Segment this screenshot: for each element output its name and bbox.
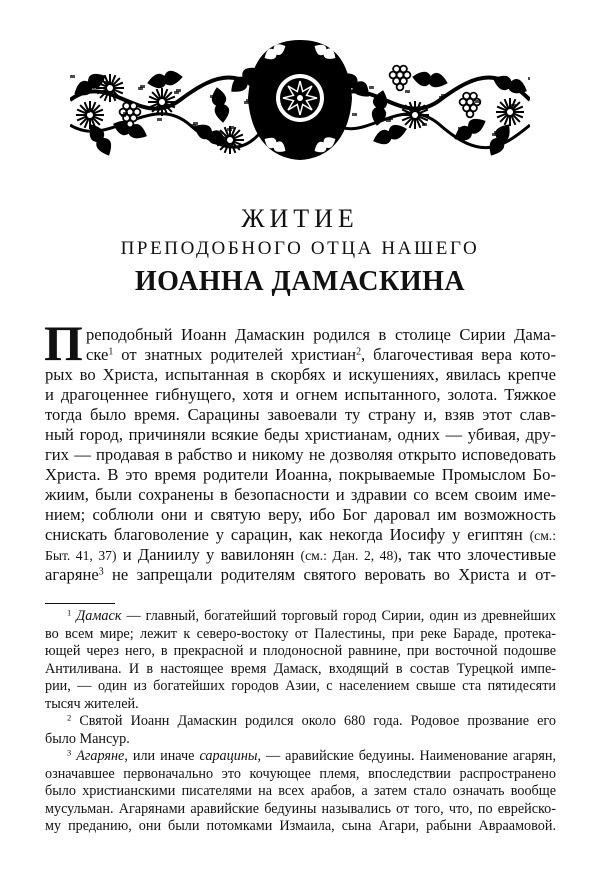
- text-segment: тогда было время. Сарацины завоевали ту страну и, взяв этот слав-: [45, 405, 556, 424]
- footnote-line: [45, 731, 556, 749]
- footnote-ref[interactable]: 2: [356, 346, 362, 358]
- text-segment: , или иначе: [124, 748, 200, 764]
- footnote-line: [45, 678, 556, 696]
- footnote-line: [67, 748, 556, 766]
- drop-cap: П: [44, 315, 83, 371]
- text-segment: ске: [86, 345, 109, 364]
- title-zhitie: ЖИТИЕ: [241, 204, 359, 233]
- text-segment: Быт. 41, 37): [45, 548, 117, 563]
- footnote-line: [67, 608, 556, 626]
- footnote-line: [45, 643, 556, 661]
- text-segment: му преданию, они были потомками Измаила, сына Агари, рабыни Авраамовой.: [45, 818, 556, 834]
- footnote-ref[interactable]: 1: [108, 346, 114, 358]
- text-segment: тысяч жителей.: [45, 695, 139, 712]
- footnote-ref[interactable]: 2: [67, 712, 72, 723]
- footnote-line: [45, 626, 556, 644]
- text-segment: и драгоценнее гибнущего, хотя и огнем испытанного, золота. Тяжкое: [45, 385, 556, 404]
- text-segment: не запрещали родителям святого веровать во Христа и от-: [103, 565, 556, 584]
- footnote-divider: [45, 603, 115, 604]
- text-segment: реподобный Иоанн Дамаскин родился в столице Сирии Дама-: [86, 325, 556, 344]
- italic-term: Агаряне: [76, 748, 125, 764]
- text-line: [86, 325, 556, 345]
- text-segment: означавшее первоначально это кочующее племя, впоследствии распространено: [45, 765, 556, 782]
- footnote-ref[interactable]: 3: [67, 747, 72, 758]
- saint-name-title: ИОАННА ДАМАСКИНА: [134, 266, 466, 297]
- floral-headpiece-ornament-icon: [70, 30, 530, 165]
- footnote-line: [45, 696, 556, 714]
- text-line: [45, 565, 556, 585]
- text-line: [45, 485, 556, 505]
- footnote-line: [45, 801, 556, 819]
- text-segment: во всем мире; лежит к северо-востоку от Палестины, при реке Бараде, протека-: [45, 625, 556, 642]
- text-segment: — главный, богатейший торговый город Сирии, один из древнейших: [121, 608, 557, 624]
- text-segment: было христианскими писателями на всех арабов, а затем стало означать вообще: [45, 783, 556, 799]
- text-line: [45, 365, 556, 385]
- text-line: [45, 425, 556, 445]
- footnote-line: [45, 818, 556, 836]
- footnote-line: [45, 766, 556, 784]
- text-segment: снискать благоволение у сарацин, как некогда Иосифу у египтян: [45, 525, 530, 544]
- footnote-line: [67, 713, 556, 731]
- text-segment: Святой Иоанн Дамаскин родился около 680 года. Родовое прозвание его: [71, 713, 556, 729]
- text-segment: ющей через него, в прекрасной и плодоносной равнине, при восточной подошве: [45, 643, 556, 659]
- text-segment: , — аравийские бедуины. Наименование агарян,: [257, 748, 556, 764]
- italic-term: сарацины: [199, 748, 258, 764]
- text-line: [45, 445, 556, 465]
- text-segment: рых во Христа, испытанная в скорбях и искушениях, явилась крепче: [45, 365, 556, 384]
- text-segment: было Мансур.: [45, 730, 130, 747]
- subtitle: ПРЕПОДОБНОГО ОТЦА НАШЕГО: [120, 238, 480, 259]
- text-line: [45, 405, 556, 425]
- text-segment: мусульман. Агарянами аравийские бедуины назывались от того, что, по еврейско-: [45, 800, 556, 817]
- footnote-line: [45, 783, 556, 801]
- text-segment: Антиливана. И в настоящее время Дамаск, входящий в состав Турецкой импе-: [45, 660, 556, 677]
- text-line: [45, 385, 556, 405]
- text-segment: , благочестивая вера кото-: [361, 345, 556, 364]
- text-segment: (см.:: [529, 528, 556, 543]
- text-segment: и Даниилу у вавилонян: [116, 545, 301, 564]
- text-segment: , так что злочестивые: [397, 545, 556, 564]
- text-segment: агаряне: [45, 565, 99, 584]
- footnote-ref[interactable]: 3: [98, 566, 104, 578]
- footnote-ref[interactable]: 1: [67, 607, 72, 618]
- text-segment: ный город, причиняли всякие беды христианам, одних — убивая, дру-: [45, 425, 556, 444]
- text-line: [45, 505, 556, 525]
- text-line: [45, 545, 556, 565]
- text-segment: Христа. В это время родители Иоанна, покрываемые Промыслом Бо-: [45, 465, 556, 484]
- text-segment: (см.: Дан. 2, 48): [300, 548, 398, 563]
- italic-term: Дамаск: [76, 608, 122, 624]
- footnote-line: [45, 661, 556, 679]
- text-line: [45, 525, 556, 545]
- text-segment: гих — продавая в рабство и никому не дозволяя открыто исповедовать: [45, 445, 556, 464]
- text-line: [45, 465, 556, 485]
- text-line: [86, 345, 556, 365]
- text-segment: от знатных родителей христиан: [113, 345, 357, 364]
- text-segment: рии, — один из богатейших городов Азии, с населением свыше ста пятидесяти: [45, 678, 556, 694]
- text-segment: нием; соблюли они и святую веру, ибо Бог даровал им возможность: [45, 505, 556, 524]
- text-segment: жиим, были сохранены в безопасности и здравии со всем своим име-: [45, 485, 556, 504]
